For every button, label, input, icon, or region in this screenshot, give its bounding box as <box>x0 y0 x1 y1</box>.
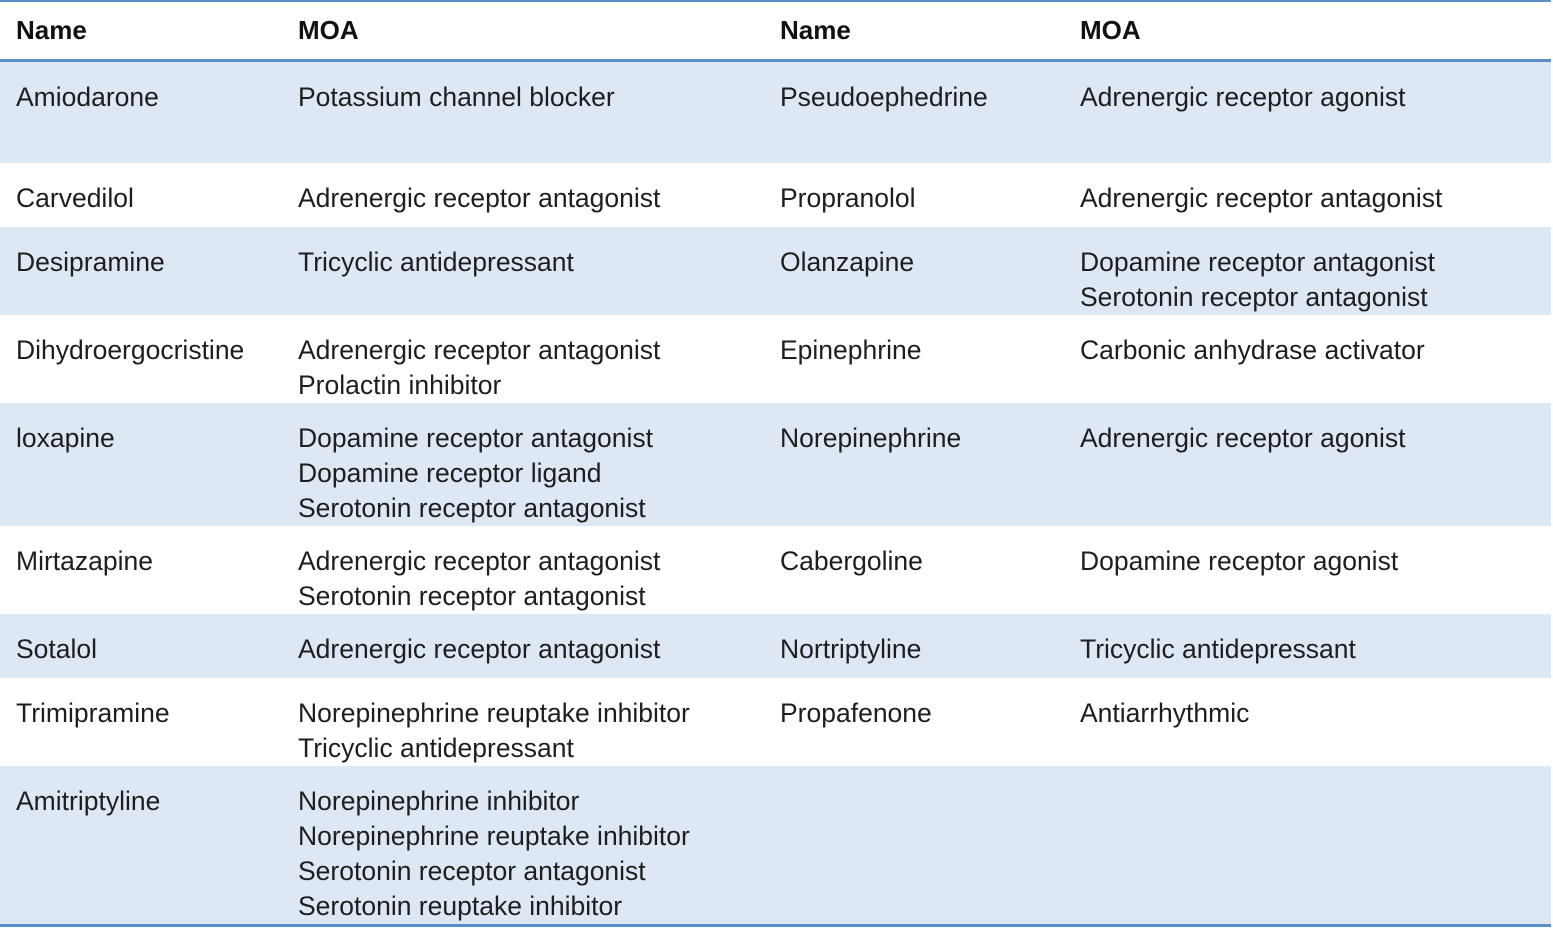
moa-cell <box>1064 60 1551 163</box>
moa-line: Dopamine receptor ligand <box>298 458 602 488</box>
header-moa-1: MOA <box>298 14 359 45</box>
moa-line: Tricyclic antidepressant <box>298 247 574 277</box>
moa-line: Potassium channel blocker <box>298 81 615 112</box>
drug-name-cell: Pseudoephedrine <box>780 81 988 112</box>
moa-cell <box>1064 315 1551 403</box>
moa-cell <box>282 60 764 163</box>
drug-name-cell: Desipramine <box>16 247 165 277</box>
table-row <box>0 227 1551 315</box>
table-body <box>0 60 1551 926</box>
moa-cell <box>1064 227 1551 315</box>
table-row <box>0 60 1551 163</box>
moa-line: Adrenergic receptor antagonist <box>298 546 661 576</box>
moa-cell <box>1064 678 1551 766</box>
header-name-1: Name <box>16 14 87 45</box>
moa-line: Serotonin receptor antagonist <box>298 581 646 611</box>
moa-line: Adrenergic receptor antagonist <box>298 335 661 365</box>
drug-name-cell: Cabergoline <box>780 546 923 576</box>
drug-name-cell: loxapine <box>16 423 115 453</box>
moa-line: Norepinephrine reuptake inhibitor <box>298 821 690 851</box>
moa-line: Tricyclic antidepressant <box>298 733 574 763</box>
moa-cell <box>282 163 764 227</box>
moa-cell <box>282 766 764 926</box>
drug-name-cell: Amiodarone <box>16 81 159 112</box>
drug-name-cell <box>764 766 1064 926</box>
moa-line: Serotonin receptor antagonist <box>298 493 646 523</box>
moa-line: Dopamine receptor antagonist <box>1080 247 1436 277</box>
drug-name-cell: Norepinephrine <box>780 423 962 453</box>
moa-line: Adrenergic receptor agonist <box>1080 423 1406 453</box>
moa-line: Tricyclic antidepressant <box>1080 634 1356 664</box>
moa-line: Dopamine receptor antagonist <box>298 423 654 453</box>
drug-name-cell: Trimipramine <box>16 698 170 728</box>
drug-name-cell: Amitriptyline <box>16 786 161 816</box>
table-row <box>0 403 1551 526</box>
moa-line: Serotonin receptor antagonist <box>298 856 646 886</box>
table-row <box>0 614 1551 678</box>
drug-name-cell: Sotalol <box>16 634 98 664</box>
moa-line: Norepinephrine inhibitor <box>298 786 580 816</box>
table-row <box>0 163 1551 227</box>
moa-line: Adrenergic receptor antagonist <box>298 634 661 664</box>
drug-name-cell: Epinephrine <box>780 335 922 365</box>
moa-line: Adrenergic receptor antagonist <box>298 183 661 213</box>
moa-line: Norepinephrine reuptake inhibitor <box>298 698 690 728</box>
moa-cell <box>1064 614 1551 678</box>
drug-name-cell: Nortriptyline <box>780 634 922 664</box>
moa-line: Serotonin reuptake inhibitor <box>298 891 623 921</box>
drug-name-cell: Carvedilol <box>16 183 134 213</box>
moa-line: Dopamine receptor agonist <box>1080 546 1399 576</box>
drug-name-cell: Dihydroergocristine <box>16 335 245 365</box>
table-header <box>0 1 1551 60</box>
moa-cell <box>282 403 764 526</box>
moa-cell <box>282 526 764 614</box>
header-moa-2: MOA <box>1080 14 1141 45</box>
table-row <box>0 315 1551 403</box>
table-row <box>0 526 1551 614</box>
table-row <box>0 678 1551 766</box>
moa-line: Antiarrhythmic <box>1080 698 1250 728</box>
moa-line: Prolactin inhibitor <box>298 370 502 400</box>
drug-name-cell: Propranolol <box>780 183 916 213</box>
moa-cell <box>282 614 764 678</box>
drug-name-cell: Mirtazapine <box>16 546 153 576</box>
header-row <box>0 1 1551 60</box>
moa-cell <box>1064 526 1551 614</box>
drug-name-cell: Olanzapine <box>780 247 915 277</box>
drug-name-cell: Propafenone <box>780 698 932 728</box>
moa-cell <box>1064 163 1551 227</box>
moa-line: Adrenergic receptor agonist <box>1080 81 1406 112</box>
moa-line: Carbonic anhydrase activator <box>1080 335 1425 365</box>
moa-cell <box>1064 403 1551 526</box>
header-name-2: Name <box>780 14 851 45</box>
moa-cell <box>282 227 764 315</box>
moa-line: Serotonin receptor antagonist <box>1080 282 1428 312</box>
table-row <box>0 766 1551 926</box>
moa-cell <box>282 315 764 403</box>
moa-cell <box>282 678 764 766</box>
moa-cell <box>1064 766 1551 926</box>
moa-line: Adrenergic receptor antagonist <box>1080 183 1443 213</box>
